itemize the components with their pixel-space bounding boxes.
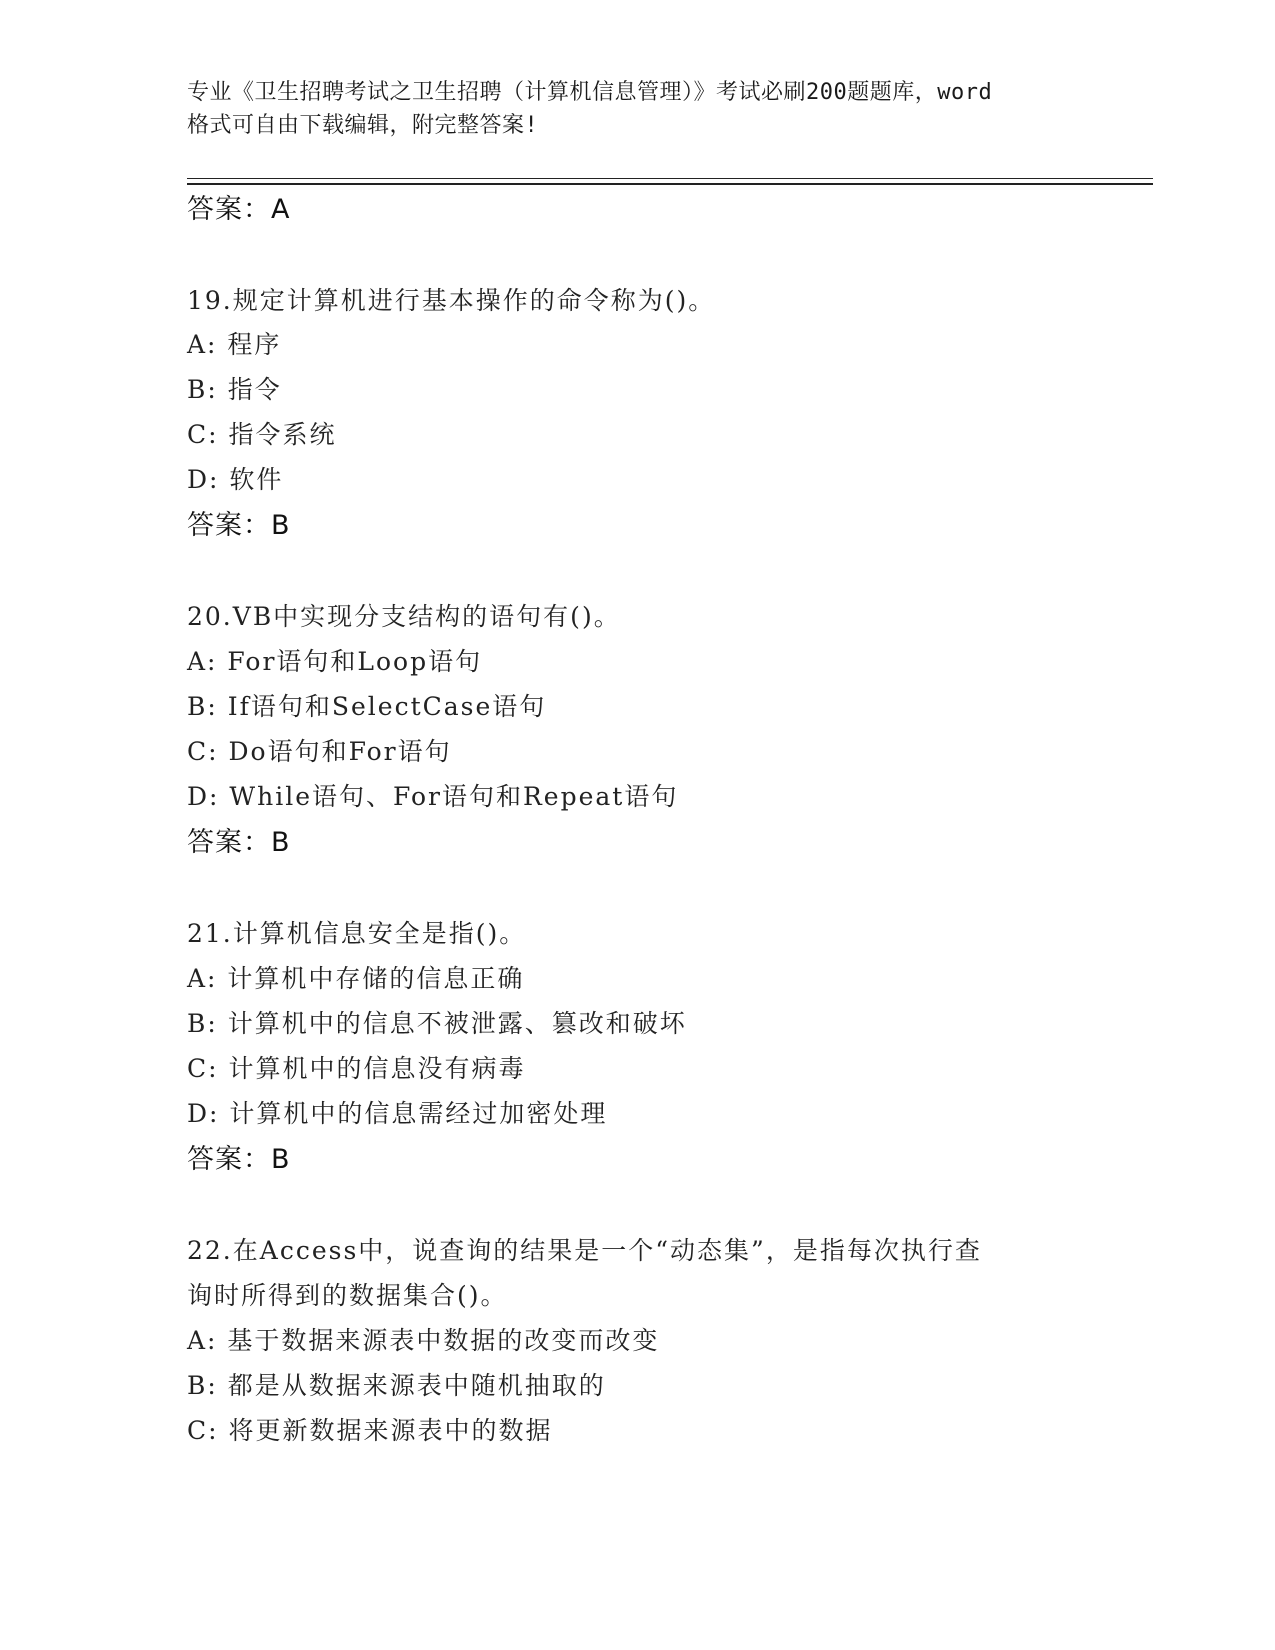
question-stem: 19.规定计算机进行基本操作的命令称为()。 <box>187 286 716 315</box>
question-stem-continued: 询时所得到的数据集合()。 <box>187 1281 508 1310</box>
option-c: C: 计算机中的信息没有病毒 <box>187 1054 526 1083</box>
option-c: C: 指令系统 <box>187 420 337 449</box>
option-a: A: 基于数据来源表中数据的改变而改变 <box>187 1326 660 1355</box>
option-d: D: 计算机中的信息需经过加密处理 <box>187 1099 608 1128</box>
option-b: B: 计算机中的信息不被泄露、篡改和破坏 <box>187 1009 687 1038</box>
question-stem: 20.VB中实现分支结构的语句有()。 <box>187 602 621 631</box>
option-a: A: 计算机中存储的信息正确 <box>187 964 525 993</box>
answer-label: 答案：B <box>187 1144 291 1175</box>
question-stem: 21.计算机信息安全是指()。 <box>187 919 527 948</box>
option-b: B: If语句和SelectCase语句 <box>187 692 547 721</box>
option-b: B: 都是从数据来源表中随机抽取的 <box>187 1371 606 1400</box>
question-stem: 22.在Access中，说查询的结果是一个“动态集”，是指每次执行查 <box>187 1236 982 1265</box>
option-a: A: For语句和Loop语句 <box>187 647 483 676</box>
header-divider-thin <box>187 178 1153 179</box>
option-a: A: 程序 <box>187 330 282 359</box>
option-c: C: Do语句和For语句 <box>187 737 452 766</box>
document-header <box>187 76 1087 142</box>
header-line-2: 格式可自由下载编辑，附完整答案! <box>187 113 539 138</box>
option-b: B: 指令 <box>187 375 282 404</box>
header-divider-thick <box>187 183 1153 185</box>
option-c: C: 将更新数据来源表中的数据 <box>187 1416 553 1445</box>
header-line-1: 专业《卫生招聘考试之卫生招聘（计算机信息管理）》考试必刷200题题库，word <box>187 80 993 105</box>
answer-label: 答案：B <box>187 510 291 541</box>
answer-label: 答案：B <box>187 827 291 858</box>
option-d: D: While语句、For语句和Repeat语句 <box>187 782 679 811</box>
option-d: D: 软件 <box>187 465 284 494</box>
answer-label: 答案：A <box>187 194 291 225</box>
